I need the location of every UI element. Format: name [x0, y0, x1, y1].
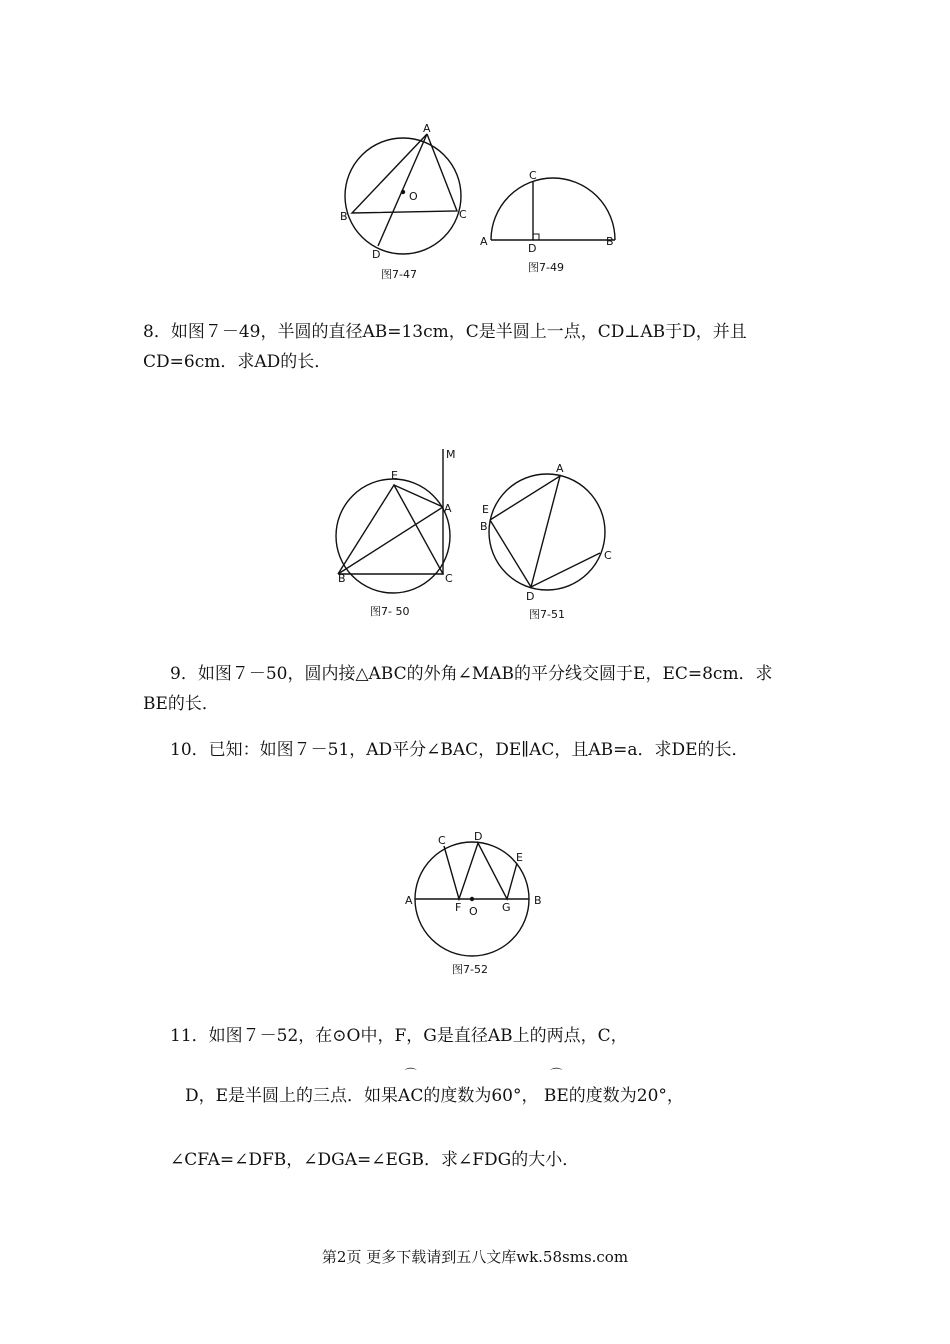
label-b: B	[340, 210, 348, 223]
label-d: D	[528, 242, 537, 255]
caption: 图7- 50	[370, 605, 410, 618]
caption: 图7-49	[528, 261, 564, 274]
label-a: A	[423, 122, 431, 135]
label-m: M	[446, 448, 456, 461]
figure-7-52	[398, 825, 553, 980]
label-b: B	[534, 894, 542, 907]
problem-11-line-2-prefix: D，E是半圆上的三点．如果	[185, 1086, 399, 1106]
problem-11-line-2	[185, 1082, 684, 1112]
label-e: E	[391, 469, 398, 482]
label-c: C	[459, 208, 467, 221]
label-a: A	[405, 894, 413, 907]
label-c: C	[445, 572, 453, 585]
label-a: A	[444, 502, 452, 515]
problem-11-line-2-suffix: 的度数为20°，	[568, 1086, 684, 1106]
label-e: E	[516, 851, 523, 864]
caption: 图7-51	[529, 608, 565, 621]
problem-8-line-2: CD=6cm．求AD的长．	[143, 352, 332, 372]
label-a: A	[480, 235, 488, 248]
problem-11-line-2-mid: 的度数为60°，	[423, 1086, 539, 1106]
label-a: A	[556, 462, 564, 475]
problem-11-line-1: 11．如图７－52，在⊙O中，F，G是直径AB上的两点，C，	[170, 1026, 628, 1046]
caption: 图7-52	[452, 963, 488, 976]
figure-7-47	[330, 118, 475, 283]
caption: 图7-47	[381, 268, 417, 281]
problem-9-line-2: BE的长．	[143, 694, 219, 714]
label-d: D	[526, 590, 535, 603]
label-b: B	[480, 520, 488, 533]
label-c: C	[529, 169, 537, 182]
figure-7-50	[330, 445, 465, 625]
figure-7-51	[476, 458, 621, 626]
label-b: B	[606, 235, 614, 248]
label-d: D	[474, 830, 483, 843]
label-g: G	[502, 901, 511, 914]
problem-9-line-1: 9．如图７－50，圆内接△ABC的外角∠MAB的平分线交圆于E，EC=8cm．求	[170, 664, 773, 684]
label-e: E	[482, 503, 489, 516]
figure-7-49	[476, 165, 621, 280]
page-footer: 第2页 更多下载请到五八文库wk.58sms.com	[321, 1248, 629, 1266]
label-d: D	[372, 248, 381, 261]
label-c: C	[438, 834, 446, 847]
label-f: F	[455, 901, 462, 914]
label-o: O	[469, 905, 478, 918]
label-o: O	[409, 190, 418, 203]
problem-8-line-1: 8．如图７－49，半圆的直径AB=13cm，C是半圆上一点，CD⊥AB于D，并且	[143, 322, 747, 342]
label-c: C	[604, 549, 612, 562]
problem-10-line-1: 10．已知：如图７－51，AD平分∠BAC，DE∥AC，且AB=a．求DE的长．	[170, 740, 749, 760]
problem-11-line-3: ∠CFA=∠DFB，∠DGA=∠EGB．求∠FDG的大小．	[170, 1150, 580, 1170]
arc-ac: ⌒ AC	[398, 1082, 423, 1112]
arc-be: ⌒ BE	[544, 1082, 569, 1112]
label-b: B	[338, 572, 346, 585]
